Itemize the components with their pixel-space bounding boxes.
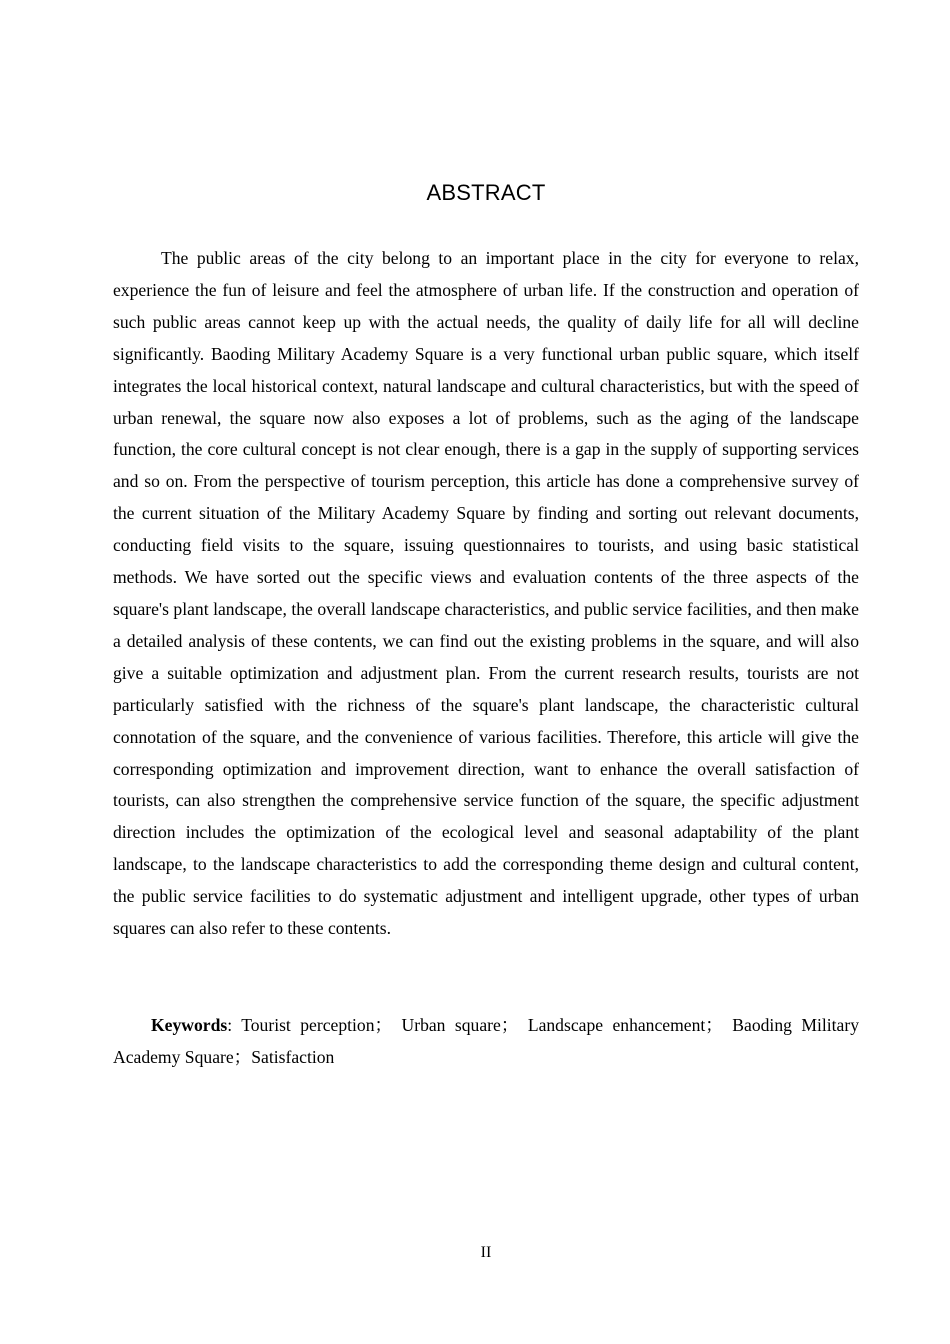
keywords-line <box>113 1009 859 1073</box>
abstract-title: ABSTRACT <box>426 180 546 205</box>
page-number: II <box>480 1244 492 1261</box>
keywords-label: Keywords <box>151 1015 228 1035</box>
keywords-text: : Tourist perception； Urban square； Landscape enhancement； Baoding Military Academy Square；Satisfaction <box>113 1015 859 1067</box>
abstract-body: The public areas of the city belong to an important place in the city for everyone to relax, experience the fun of leisure and feel the atmosphere of urban life. If the construction and operation of such public areas cannot keep up with the actual needs, the quality of daily life for all will decline significantly. Baoding Military Academy Square is a very functional urban public square, which itself integrates the local historical context, natural landscape and cultural characteristics, but with the speed of urban renewal, the square now also exposes a lot of problems, such as the aging of the landscape function, the core cultural concept is not clear enough, there is a gap in the supply of supporting services and so on. From the perspective of tourism perception, this article has done a comprehensive survey of the current situation of the Military Academy Square by finding and sorting out relevant documents, conducting field visits to the square, issuing questionnaires to tourists, and using basic statistical methods. We have sorted out the specific views and evaluation contents of the three aspects of the square's plant landscape, the overall landscape characteristics, and public service facilities, and then make a detailed analysis of these contents, we can find out the existing problems in the square, and will also give a suitable optimization and adjustment plan. From the current research results, tourists are not particularly satisfied with the richness of the square's plant landscape, the characteristic cultural connotation of the square, and the convenience of various facilities. Therefore, this article will give the corresponding optimization and improvement direction, want to enhance the overall satisfaction of tourists, can also strengthen the comprehensive service function of the square, the specific adjustment direction includes the optimization of the ecological level and seasonal adaptability of the plant landscape, to the landscape characteristics to add the corresponding theme design and cultural content, the public service facilities to do systematic adjustment and intelligent upgrade, other types of urban squares can also refer to these contents. <box>113 248 859 939</box>
